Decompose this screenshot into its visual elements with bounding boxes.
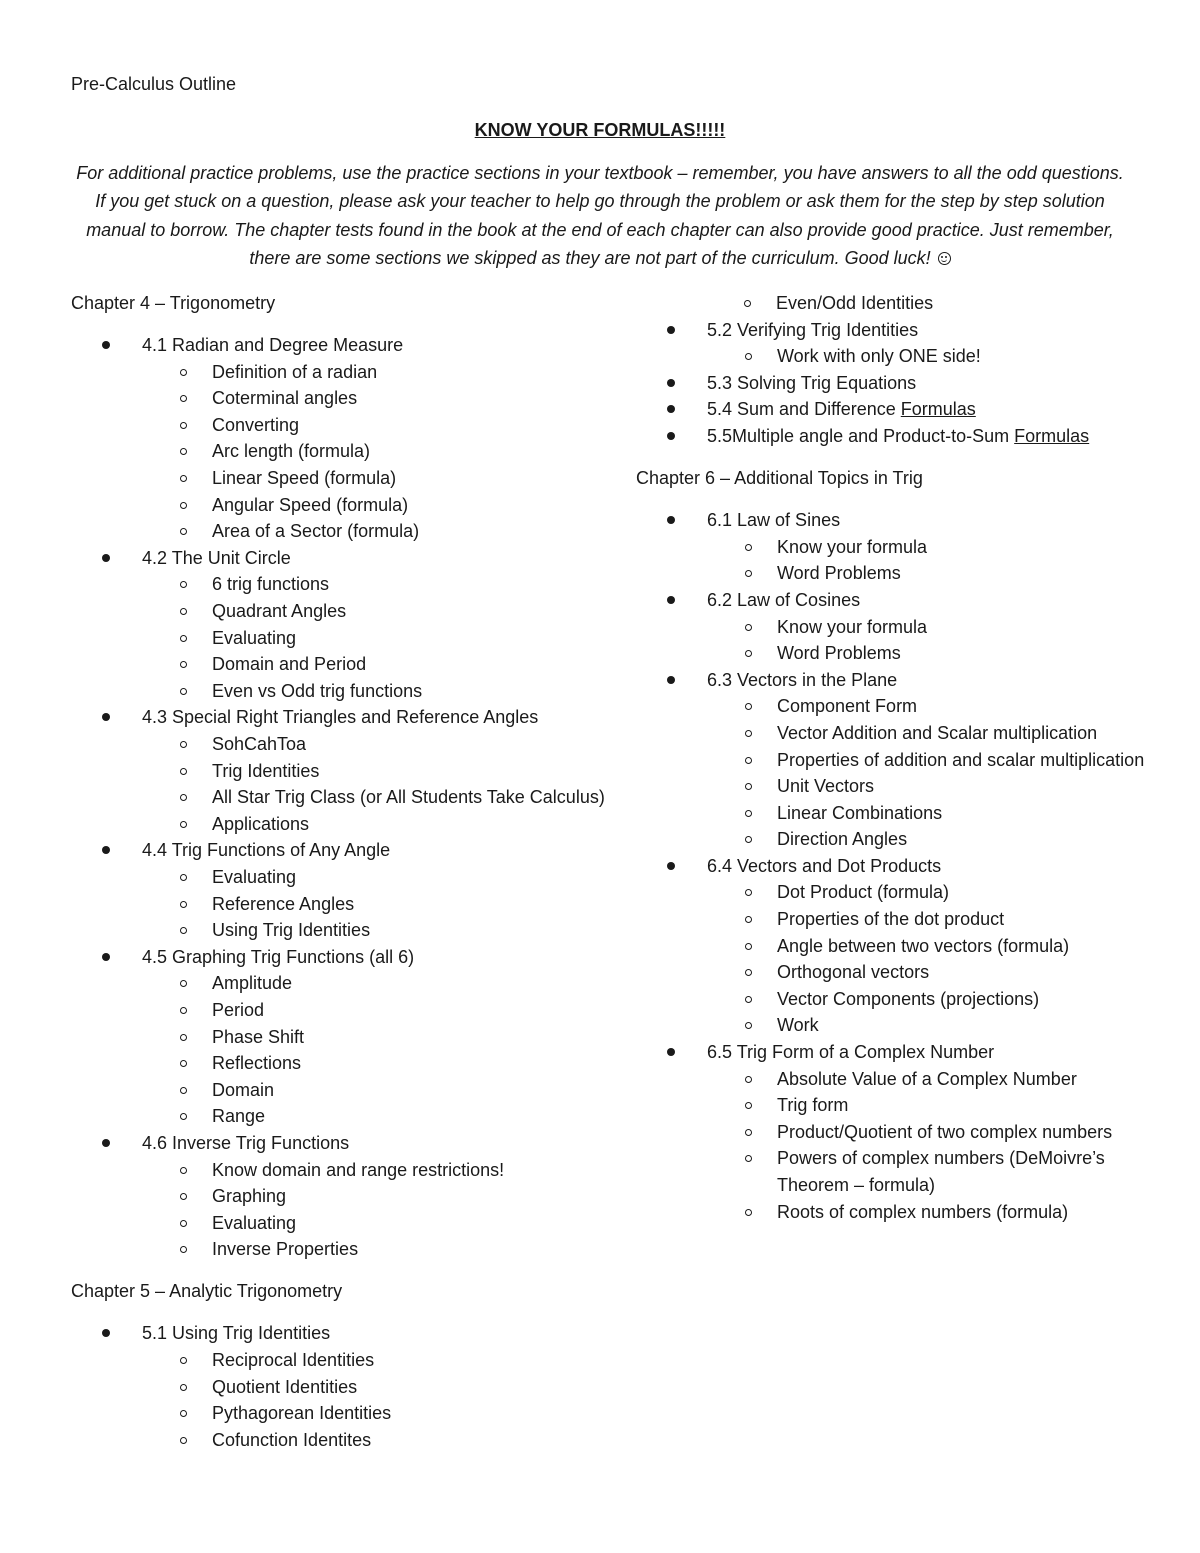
topic-item bbox=[636, 317, 1156, 370]
subtopic-label: Pythagorean Identities bbox=[212, 1403, 392, 1424]
subtopic-label: Dot Product (formula) bbox=[777, 882, 950, 903]
topic-label: 6.1 Law of Sines bbox=[707, 510, 841, 531]
subtopic-label: Area of a Sector (formula) bbox=[212, 521, 420, 542]
circle-bullet-icon bbox=[180, 422, 187, 429]
subtopic-list bbox=[142, 970, 611, 1130]
circle-bullet-icon bbox=[180, 980, 187, 987]
chapter-4-title: Chapter 4 – Trigonometry bbox=[71, 293, 276, 313]
subtopic-label: All Star Trig Class (or All Students Take Calculus) bbox=[212, 787, 605, 808]
subtopic-label: Domain and Period bbox=[212, 654, 367, 675]
circle-bullet-icon bbox=[745, 703, 752, 710]
left-column bbox=[71, 290, 611, 1453]
topic-label: 4.4 Trig Functions of Any Angle bbox=[142, 840, 391, 861]
subtopic-item bbox=[142, 891, 611, 918]
chapter-6-topic-list bbox=[636, 507, 1156, 1225]
topic-label: 6.4 Vectors and Dot Products bbox=[707, 855, 942, 876]
subtopic-item bbox=[142, 970, 611, 997]
subtopic-label: Even vs Odd trig functions bbox=[212, 680, 423, 701]
topic-item bbox=[71, 1320, 611, 1453]
circle-bullet-icon bbox=[180, 794, 187, 801]
subtopic-label: Arc length (formula) bbox=[212, 441, 371, 462]
circle-bullet-icon bbox=[745, 836, 752, 843]
subtopic-item bbox=[707, 826, 1156, 853]
subtopic-item bbox=[142, 1077, 611, 1104]
circle-bullet-icon bbox=[745, 624, 752, 631]
subtopic-item bbox=[707, 1012, 1156, 1039]
subtopic-item bbox=[707, 879, 1156, 906]
topic-label: 4.5 Graphing Trig Functions (all 6) bbox=[142, 946, 415, 967]
document-title: Pre-Calculus Outline bbox=[71, 74, 237, 94]
subtopic-label: Work with only ONE side! bbox=[777, 346, 981, 367]
subtopic-label: Linear Speed (formula) bbox=[212, 468, 397, 489]
subtopic-label: Applications bbox=[212, 813, 310, 834]
subtopic-item bbox=[142, 571, 611, 598]
subtopic-list bbox=[707, 343, 1156, 370]
subtopic-label: Angle between two vectors (formula) bbox=[777, 935, 1070, 956]
subtopic-label: Direction Angles bbox=[777, 829, 908, 850]
subtopic-list bbox=[707, 693, 1156, 853]
chapter-5-continued-topic-list bbox=[636, 317, 1156, 450]
circle-bullet-icon bbox=[744, 300, 751, 307]
bullet-icon bbox=[102, 846, 110, 854]
circle-bullet-icon bbox=[180, 1384, 187, 1391]
circle-bullet-icon bbox=[745, 544, 752, 551]
bullet-icon bbox=[667, 596, 675, 604]
subtopic-item bbox=[142, 917, 611, 944]
subtopic-label: 6 trig functions bbox=[212, 574, 330, 595]
chapter-6-title: Chapter 6 – Additional Topics in Trig bbox=[636, 468, 923, 489]
subtopic-item bbox=[142, 997, 611, 1024]
bullet-icon bbox=[667, 862, 675, 870]
circle-bullet-icon bbox=[745, 810, 752, 817]
chapter-5-topic-list bbox=[71, 1320, 611, 1453]
circle-bullet-icon bbox=[180, 448, 187, 455]
circle-bullet-icon bbox=[745, 783, 752, 790]
circle-bullet-icon bbox=[745, 757, 752, 764]
subtopic-label: Cofunction Identites bbox=[212, 1429, 372, 1450]
subtopic-item bbox=[142, 1050, 611, 1077]
bullet-icon bbox=[667, 326, 675, 334]
subtopic-item bbox=[707, 640, 1156, 667]
circle-bullet-icon bbox=[745, 1022, 752, 1029]
subtopic-label: Trig form bbox=[777, 1095, 849, 1116]
subtopic-item bbox=[142, 1103, 611, 1130]
subtopic-item bbox=[142, 359, 611, 386]
subtopic-item bbox=[142, 731, 611, 758]
subtopic-item bbox=[142, 1347, 611, 1374]
bullet-icon bbox=[102, 341, 110, 349]
circle-bullet-icon bbox=[745, 943, 752, 950]
subtopic-item bbox=[707, 1199, 1156, 1226]
subtopic-list bbox=[142, 731, 611, 837]
intro-text: For additional practice problems, use the practice sections in your textbook – remember, you have answers to all the odd questions. If you get stuck on a question, please ask your teacher to help go through the problem or ask them for the step by step solution manual to borrow. The chapter tests found in the book at the end of each chapter can also provide good practice. Just remember, there are some sections we skipped as they are not part of the curriculum. Good luck! bbox=[76, 163, 1124, 268]
circle-bullet-icon bbox=[745, 353, 752, 360]
circle-bullet-icon bbox=[745, 1155, 752, 1162]
subtopic-list bbox=[707, 879, 1156, 1039]
subtopic-list bbox=[707, 614, 1156, 667]
subtopic-item bbox=[707, 986, 1156, 1013]
subtopic-item bbox=[142, 385, 611, 412]
subtopic-label: Know your formula bbox=[777, 616, 928, 637]
subtopic-item bbox=[142, 811, 611, 838]
subtopic-item bbox=[707, 959, 1156, 986]
topic-label: 5.3 Solving Trig Equations bbox=[707, 372, 917, 393]
topic-item bbox=[636, 396, 1156, 423]
subtopic-item bbox=[142, 1236, 611, 1263]
circle-bullet-icon bbox=[745, 996, 752, 1003]
topic-item bbox=[636, 423, 1156, 450]
topic-label: 4.6 Inverse Trig Functions bbox=[142, 1132, 350, 1153]
subtopic-item bbox=[707, 614, 1156, 641]
bullet-icon bbox=[667, 432, 675, 440]
subtopic-list bbox=[142, 864, 611, 944]
subtopic-item bbox=[142, 1157, 611, 1184]
subtopic-label: Quotient Identities bbox=[212, 1376, 358, 1397]
circle-bullet-icon bbox=[180, 741, 187, 748]
subtopic-item bbox=[142, 1183, 611, 1210]
subtopic-label: Reflections bbox=[212, 1053, 302, 1074]
subtopic-label: Orthogonal vectors bbox=[777, 962, 930, 983]
circle-bullet-icon bbox=[180, 821, 187, 828]
subtopic-label: Graphing bbox=[212, 1186, 287, 1207]
bullet-icon bbox=[102, 713, 110, 721]
subtopic-item bbox=[142, 492, 611, 519]
subtopic-label: Properties of the dot product bbox=[777, 909, 1005, 930]
subtopic-item bbox=[142, 625, 611, 652]
circle-bullet-icon bbox=[745, 1129, 752, 1136]
circle-bullet-icon bbox=[180, 1034, 187, 1041]
subtopic-label: Domain bbox=[212, 1079, 275, 1100]
circle-bullet-icon bbox=[180, 635, 187, 642]
topic-item bbox=[71, 545, 611, 705]
topic-item bbox=[636, 587, 1156, 667]
subtopic-item bbox=[142, 864, 611, 891]
topic-item bbox=[636, 507, 1156, 587]
subtopic-item bbox=[707, 747, 1156, 774]
subtopic-label: Work bbox=[777, 1015, 819, 1036]
subtopic-label: Evaluating bbox=[212, 866, 297, 887]
subtopic-item bbox=[707, 1119, 1156, 1146]
circle-bullet-icon bbox=[180, 874, 187, 881]
circle-bullet-icon bbox=[180, 1220, 187, 1227]
subtopic-label: Quadrant Angles bbox=[212, 601, 347, 622]
subtopic-label: Powers of complex numbers (DeMoivre’s Theorem – formula) bbox=[777, 1148, 1105, 1195]
subtopic-label: Amplitude bbox=[212, 973, 293, 994]
smiley-face-icon bbox=[938, 252, 951, 265]
subtopic-label: SohCahToa bbox=[212, 734, 307, 754]
circle-bullet-icon bbox=[180, 581, 187, 588]
subtopic-item bbox=[142, 598, 611, 625]
topic-label: 4.3 Special Right Triangles and Reference Angles bbox=[142, 707, 539, 728]
circle-bullet-icon bbox=[180, 395, 187, 402]
subtopic-list bbox=[707, 534, 1156, 587]
topic-item bbox=[636, 1039, 1156, 1225]
subtopic-label: Product/Quotient of two complex numbers bbox=[777, 1121, 1113, 1142]
circle-bullet-icon bbox=[180, 502, 187, 509]
topic-item bbox=[71, 332, 611, 545]
right-column bbox=[636, 290, 1156, 1225]
topic-label-text: 5.4 Sum and Difference bbox=[707, 399, 901, 420]
subtopic-item bbox=[142, 784, 611, 811]
subtopic-list bbox=[142, 359, 611, 545]
topic-item bbox=[71, 837, 611, 943]
subtopic-label: Using Trig Identities bbox=[212, 920, 371, 941]
subtopic-label: Inverse Properties bbox=[212, 1239, 359, 1260]
circle-bullet-icon bbox=[180, 1193, 187, 1200]
circle-bullet-icon bbox=[180, 1437, 187, 1444]
subtopic-label: Properties of addition and scalar multiplication bbox=[777, 749, 1145, 770]
circle-bullet-icon bbox=[745, 570, 752, 577]
intro-paragraph bbox=[70, 159, 1130, 272]
circle-bullet-icon bbox=[180, 768, 187, 775]
subtopic-label: Coterminal angles bbox=[212, 388, 358, 409]
circle-bullet-icon bbox=[180, 1007, 187, 1014]
topic-label bbox=[707, 423, 1156, 450]
subtopic-label: Period bbox=[212, 999, 265, 1020]
subtopic-item bbox=[142, 1400, 611, 1427]
bullet-icon bbox=[102, 953, 110, 961]
topic-label: 4.1 Radian and Degree Measure bbox=[142, 335, 404, 356]
subtopic-label: Converting bbox=[212, 414, 300, 435]
bullet-icon bbox=[102, 1329, 110, 1337]
know-your-formulas-heading: KNOW YOUR FORMULAS!!!!! bbox=[474, 120, 726, 140]
topic-label-text: 5.5Multiple angle and Product-to-Sum bbox=[707, 425, 1015, 446]
circle-bullet-icon bbox=[180, 1246, 187, 1253]
circle-bullet-icon bbox=[180, 901, 187, 908]
subtopic-label: Trig Identities bbox=[212, 760, 320, 781]
bullet-icon bbox=[667, 405, 675, 413]
circle-bullet-icon bbox=[180, 661, 187, 668]
circle-bullet-icon bbox=[745, 650, 752, 657]
bullet-icon bbox=[667, 676, 675, 684]
circle-bullet-icon bbox=[180, 475, 187, 482]
circle-bullet-icon bbox=[745, 1076, 752, 1083]
subtopic-label: Angular Speed (formula) bbox=[212, 494, 409, 515]
subtopic-item bbox=[707, 343, 1156, 370]
circle-bullet-icon bbox=[180, 688, 187, 695]
subtopic-label: Word Problems bbox=[777, 643, 901, 664]
subtopic-item bbox=[707, 1145, 1156, 1198]
formulas-underlined-text: Formulas bbox=[900, 399, 976, 420]
circle-bullet-icon bbox=[180, 1087, 187, 1094]
subtopic-item bbox=[707, 906, 1156, 933]
subtopic-item bbox=[707, 693, 1156, 720]
subtopic-item bbox=[142, 1210, 611, 1237]
subtopic-item bbox=[142, 678, 611, 705]
subtopic-label: Know domain and range restrictions! bbox=[212, 1159, 505, 1180]
formulas-underlined-text: Formulas bbox=[1014, 425, 1090, 446]
circle-bullet-icon bbox=[745, 916, 752, 923]
topic-item bbox=[636, 853, 1156, 1039]
subtopic-label: Know your formula bbox=[777, 536, 928, 557]
bullet-icon bbox=[667, 516, 675, 524]
circle-bullet-icon bbox=[745, 1209, 752, 1216]
circle-bullet-icon bbox=[745, 1102, 752, 1109]
circle-bullet-icon bbox=[180, 1410, 187, 1417]
circle-bullet-icon bbox=[745, 889, 752, 896]
subtopic-item bbox=[636, 290, 1156, 317]
circle-bullet-icon bbox=[180, 1060, 187, 1067]
subtopic-label: Definition of a radian bbox=[212, 361, 378, 382]
subtopic-item bbox=[142, 758, 611, 785]
subtopic-item bbox=[707, 560, 1156, 587]
circle-bullet-icon bbox=[180, 927, 187, 934]
topic-item bbox=[636, 370, 1156, 397]
subtopic-label: Reciprocal Identities bbox=[212, 1350, 375, 1371]
subtopic-item bbox=[142, 1024, 611, 1051]
chapter-5-title: Chapter 5 – Analytic Trigonometry bbox=[71, 1281, 343, 1302]
circle-bullet-icon bbox=[180, 608, 187, 615]
subtopic-item bbox=[707, 720, 1156, 747]
subtopic-label: Range bbox=[212, 1106, 266, 1127]
topic-label: 6.2 Law of Cosines bbox=[707, 589, 861, 610]
bullet-icon bbox=[667, 379, 675, 387]
subtopic-label: Vector Components (projections) bbox=[777, 988, 1040, 1009]
subtopic-item bbox=[142, 465, 611, 492]
topic-label: 6.5 Trig Form of a Complex Number bbox=[707, 1042, 995, 1063]
topic-item bbox=[636, 667, 1156, 853]
subtopic-item bbox=[707, 773, 1156, 800]
subtopic-item bbox=[707, 1066, 1156, 1093]
circle-bullet-icon bbox=[180, 1113, 187, 1120]
subtopic-item bbox=[707, 534, 1156, 561]
circle-bullet-icon bbox=[180, 369, 187, 376]
bullet-icon bbox=[667, 1048, 675, 1056]
subtopic-list bbox=[142, 1157, 611, 1263]
subtopic-label: Evaluating bbox=[212, 627, 297, 648]
topic-item bbox=[71, 1130, 611, 1263]
subtopic-label: Word Problems bbox=[777, 563, 901, 584]
subtopic-item bbox=[142, 412, 611, 439]
subtopic-label: Even/Odd Identities bbox=[776, 293, 934, 313]
subtopic-item bbox=[142, 518, 611, 545]
subtopic-label: Component Form bbox=[777, 696, 918, 717]
topic-label bbox=[707, 396, 1156, 423]
subtopic-item bbox=[707, 933, 1156, 960]
subtopic-list bbox=[707, 1066, 1156, 1226]
topic-item bbox=[71, 944, 611, 1130]
subtopic-label: Vector Addition and Scalar multiplication bbox=[777, 722, 1098, 743]
subtopic-list bbox=[142, 571, 611, 704]
subtopic-item bbox=[707, 800, 1156, 827]
circle-bullet-icon bbox=[180, 528, 187, 535]
topic-label: 6.3 Vectors in the Plane bbox=[707, 669, 898, 690]
subtopic-label: Roots of complex numbers (formula) bbox=[777, 1201, 1069, 1222]
subtopic-label: Phase Shift bbox=[212, 1026, 305, 1047]
topic-item bbox=[71, 704, 611, 837]
subtopic-item bbox=[707, 1092, 1156, 1119]
topic-label: 5.2 Verifying Trig Identities bbox=[707, 319, 919, 340]
subtopic-item bbox=[142, 438, 611, 465]
subtopic-label: Absolute Value of a Complex Number bbox=[777, 1068, 1077, 1089]
topic-label: 4.2 The Unit Circle bbox=[142, 547, 291, 568]
topic-label: 5.1 Using Trig Identities bbox=[142, 1323, 331, 1344]
subtopic-item bbox=[142, 651, 611, 678]
circle-bullet-icon bbox=[180, 1357, 187, 1364]
subtopic-item bbox=[142, 1374, 611, 1401]
subtopic-label: Linear Combinations bbox=[777, 802, 943, 823]
subtopic-label: Reference Angles bbox=[212, 893, 355, 914]
subtopic-list bbox=[142, 1347, 611, 1453]
bullet-icon bbox=[102, 554, 110, 562]
subtopic-item bbox=[142, 1427, 611, 1454]
bullet-icon bbox=[102, 1139, 110, 1147]
circle-bullet-icon bbox=[745, 730, 752, 737]
circle-bullet-icon bbox=[180, 1167, 187, 1174]
subtopic-label: Evaluating bbox=[212, 1212, 297, 1233]
continued-subtopic-list bbox=[636, 290, 1156, 317]
subtopic-label: Unit Vectors bbox=[777, 776, 875, 797]
chapter-4-topic-list bbox=[71, 332, 611, 1263]
circle-bullet-icon bbox=[745, 969, 752, 976]
